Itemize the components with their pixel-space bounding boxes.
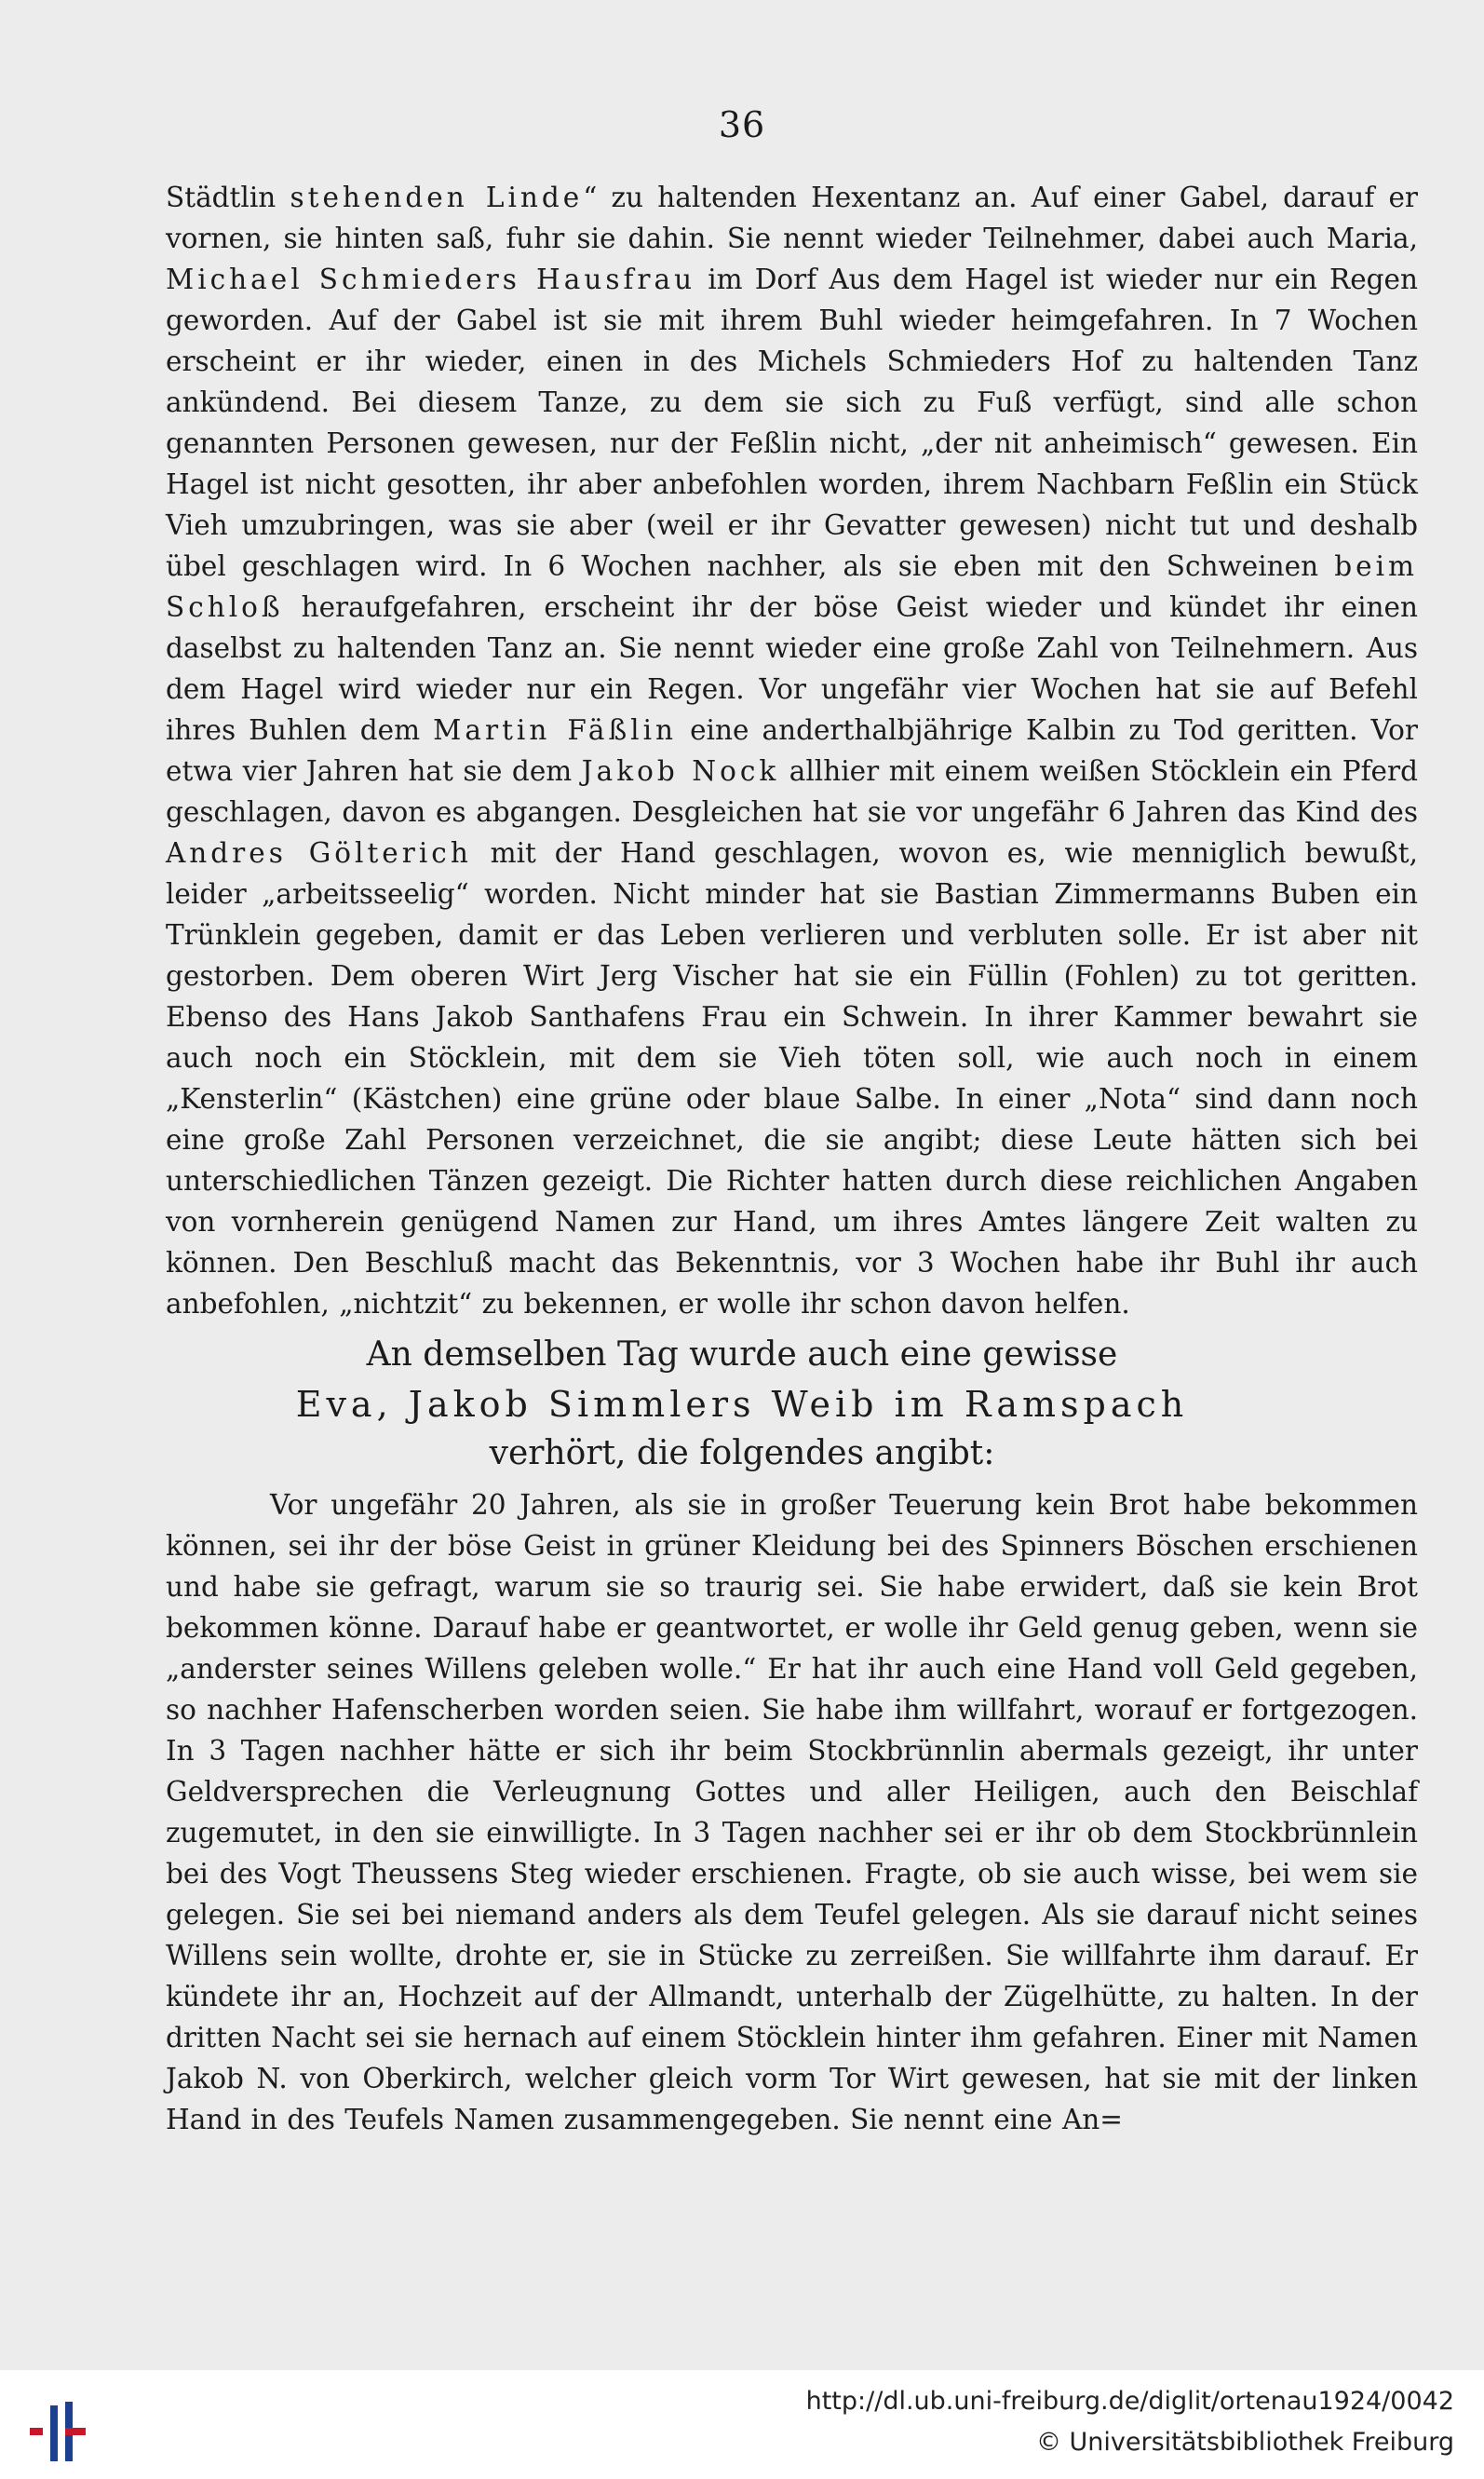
spaced-name: beim Schloß (166, 550, 1418, 623)
section-heading-line-2: Eva, Jakob Simmlers Weib im Ramspach (295, 1384, 1189, 1425)
permalink-url[interactable]: http://dl.ub.uni-freiburg.de/diglit/ortenau1924/0042 (805, 2387, 1454, 2416)
ub-freiburg-logo-icon (28, 2392, 93, 2467)
section-heading-line-1: An demselben Tag wurde auch eine gewisse (366, 1335, 1118, 1374)
text-run: Städtlin (166, 182, 290, 213)
text-run: eine anderthalbjährige Kalbin zu Tod geritten. Vor etwa vier Jahren hat sie dem (166, 714, 1418, 787)
section-heading-line-3: verhört, die folgendes angibt: (489, 1434, 995, 1472)
page-number: 36 (718, 104, 766, 145)
copyright-notice: © Universitätsbibliothek Freiburg (1035, 2428, 1454, 2457)
paragraph-2: Vor ungefähr 20 Jahren, als sie in großer Teuerung kein Brot habe bekommen können, sei ihr der böse Geist in grüner Kleidung bei des Spinners Böschen erschienen und habe sie gefragt, warum sie so traurig sei. Sie habe erwidert, daß sie kein Brot bekommen könne. Darauf habe er geantwortet, er wolle ihr Geld genug geben, wenn sie „anderster seines Willens geleben wolle.“ Er hat ihr auch eine Hand voll Geld gegeben, so nachher Hafenscherben worden seien. Sie habe ihm willfahrt, worauf er fortgezogen. In 3 Tagen nachher hätte er sich ihr beim Stockbrünnlin abermals gezeigt, ihr unter Geldversprechen die Verleugnung Gottes und aller Heiligen, auch den Beischlaf zugemutet, in den sie einwilligte. In 3 Tagen nachher sei er ihr ob dem Stockbrünnlein bei des Vogt Theussens Steg wieder erschienen. Fragte, ob sie auch wisse, bei wem sie gelegen. Sie sei bei niemand anders als dem Teufel gelegen. Als sie darauf nicht seines Willens sein wollte, drohte er, sie in Stücke zu zerreißen. Sie willfahrte ihm darauf. Er kündete ihr an, Hochzeit auf der Allmandt, unterhalb der Zügelhütte, zu halten. In der dritten Nacht sei sie hernach auf einem Stöcklein hinter ihm gefahren. Einer mit Namen Jakob N. von Oberkirch, welcher gleich vorm Tor Wirt gewesen, hat sie mit der linken Hand in des Teufels Namen zusammengegeben. Sie nennt eine An= (166, 1489, 1418, 2135)
spaced-name: Andres Gölterich (166, 837, 472, 869)
text-run: heraufgefahren, erscheint ihr der böse Geist wieder und kündet ihr einen daselbst zu haltenden Tanz an. Sie nennt wieder eine große Zahl von Teilnehmern. Aus dem Hagel wird wieder nur ein Regen. Vor ungefähr vier Wochen hat sie auf Befehl ihres Buhlen dem (166, 591, 1418, 746)
footer-bar (0, 2370, 1484, 2479)
text-run: “ zu haltenden Hexentanz an. Auf einer Gabel, darauf er vornen, sie hinten saß, fuhr sie dahin. Sie nennt wieder Teilnehmer, dabei auch Maria, (166, 182, 1418, 254)
spaced-name: stehenden Linde (290, 182, 584, 213)
spaced-name: Martin Fäßlin (433, 714, 678, 746)
text-run: mit der Hand geschlagen, wovon es, wie menniglich bewußt, leider „arbeitsseelig“ worden. Nicht minder hat sie Bastian Zimmermanns Buben ein Trünklein gegeben, damit er das Leben verlieren und verbluten solle. Er ist aber nit gestorben. Dem oberen Wirt Jerg Vischer hat sie ein Füllin (Fohlen) zu tot geritten. Ebenso des Hans Jakob Santhafens Frau ein Schwein. In ihrer Kammer bewahrt sie auch noch ein Stöcklein, mit dem sie Vieh töten soll, wie auch noch in einem „Kensterlin“ (Kästchen) eine grüne oder blaue Salbe. In einer „Nota“ sind dann noch eine große Zahl Personen verzeichnet, die sie angibt; diese Leute hätten sich bei unterschiedlichen Tänzen gezeigt. Die Richter hatten durch diese reichlichen Angaben von vornherein genügend Namen zur Hand, um ihres Amtes längere Zeit walten zu können. Den Beschluß macht das Bekenntnis, vor 3 Wochen habe ihr Buhl ihr auch anbefohlen, „nichtzit“ zu bekennen, er wolle ihr schon davon helfen. (166, 837, 1418, 1320)
text-run: allhier mit einem weißen Stöcklein ein Pferd geschlagen, davon es abgangen. Desgleichen hat sie vor ungefähr 6 Jahren das Kind des (166, 755, 1418, 828)
text-run: im Dorf Aus dem Hagel ist wieder nur ein Regen geworden. Auf der Gabel ist sie mit ihrem Buhl wieder heimgefahren. In 7 Wochen erscheint er ihr wieder, einen in des Michels Schmieders Hof zu haltenden Tanz ankündend. Bei diesem Tanze, zu dem sie sich zu Fuß verfügt, sind alle schon genannten Personen gewesen, nur der Feßlin nicht, „der nit anheimisch“ gewesen. Ein Hagel ist nicht gesotten, ihr aber anbefohlen worden, ihrem Nachbarn Feßlin ein Stück Vieh umzubringen, was sie aber (weil er ihr Gevatter gewesen) nicht tut und deshalb übel geschlagen wird. In 6 Wochen nachher, als sie eben mit den Schweinen (166, 264, 1419, 582)
paragraph-1 (166, 177, 1418, 1324)
spaced-name: Michael Schmieders Hausfrau (166, 264, 696, 295)
spaced-name: Jakob Nock (581, 755, 780, 787)
